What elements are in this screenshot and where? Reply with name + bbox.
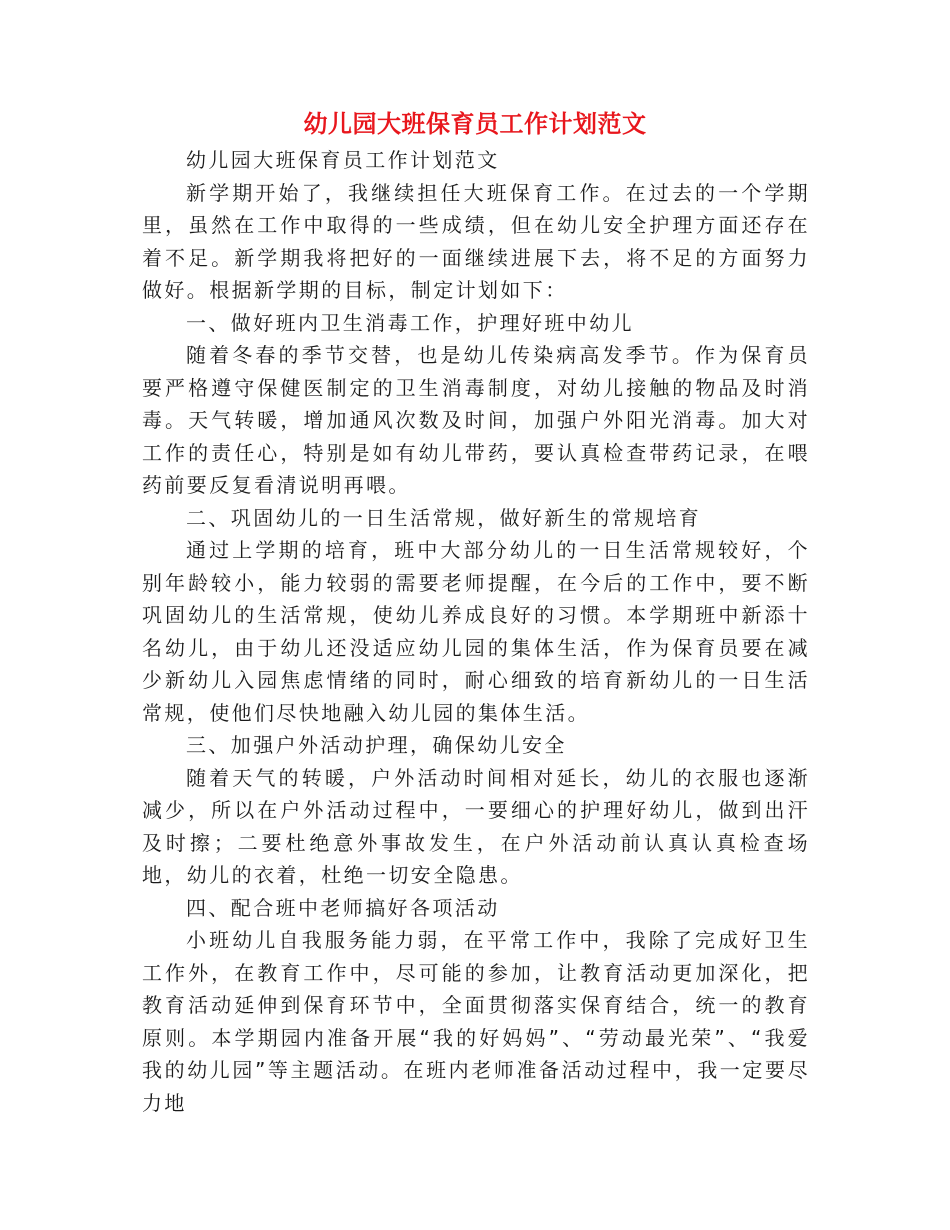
section-paragraph-4: 小班幼儿自我服务能力弱，在平常工作中，我除了完成好卫生工作外，在教育工作中，尽可能的参加，让教育活动更加深化，把教育活动延伸到保育环节中，全面贯彻落实保育结合，统一的教育原则。本学期园内准备开展“我的好妈妈”、“劳动最光荣”、“我爱我的幼儿园”等主题活动。在班内老师准备活动过程中，我一定要尽力地 — [142, 928, 810, 1115]
section-paragraph-1: 随着冬春的季节交替，也是幼儿传染病高发季节。作为保育员要严格遵守保健医制定的卫生消毒制度，对幼儿接触的物品及时消毒。天气转暖，增加通风次数及时间，加强户外阳光消毒。加大对工作的责任心，特别是如有幼儿带药，要认真检查带药记录，在喂药前要反复看清说明再喂。 — [142, 343, 810, 497]
intro-paragraph: 新学期开始了，我继续担任大班保育工作。在过去的一个学期里，虽然在工作中取得的一些成绩，但在幼儿安全护理方面还存在着不足。新学期我将把好的一面继续进展下去，将不足的方面努力做好。根据新学期的目标，制定计划如下： — [142, 180, 810, 302]
document-body — [142, 144, 810, 1119]
section-paragraph-2: 通过上学期的培育，班中大部分幼儿的一日生活常规较好，个别年龄较小，能力较弱的需要老师提醒，在今后的工作中，要不断巩固幼儿的生活常规，使幼儿养成良好的习惯。本学期班中新添十名幼儿，由于幼儿还没适应幼儿园的集体生活，作为保育员要在减少新幼儿入园焦虑情绪的同时，耐心细致的培育新幼儿的一日生活常规，使他们尽快地融入幼儿园的集体生活。 — [142, 538, 810, 725]
section-heading-4: 四、配合班中老师搞好各项活动 — [186, 895, 500, 920]
section-heading-3: 三、加强户外活动护理，确保幼儿安全 — [186, 733, 567, 757]
subtitle-paragraph: 幼儿园大班保育员工作计划范文 — [186, 148, 500, 172]
section-heading-2: 二、巩固幼儿的一日生活常规，做好新生的常规培育 — [186, 505, 702, 530]
section-paragraph-3: 随着天气的转暖，户外活动时间相对延长，幼儿的衣服也逐渐减少，所以在户外活动过程中，一要细心的护理好幼儿，做到出汗及时擦；二要杜绝意外事故发生，在户外活动前认真认真检查场地，幼儿的衣着，杜绝一切安全隐患。 — [142, 765, 810, 887]
document-title: 幼儿园大班保育员工作计划范文 — [303, 110, 647, 138]
section-heading-1: 一、做好班内卫生消毒工作，护理好班中幼儿 — [186, 310, 634, 335]
